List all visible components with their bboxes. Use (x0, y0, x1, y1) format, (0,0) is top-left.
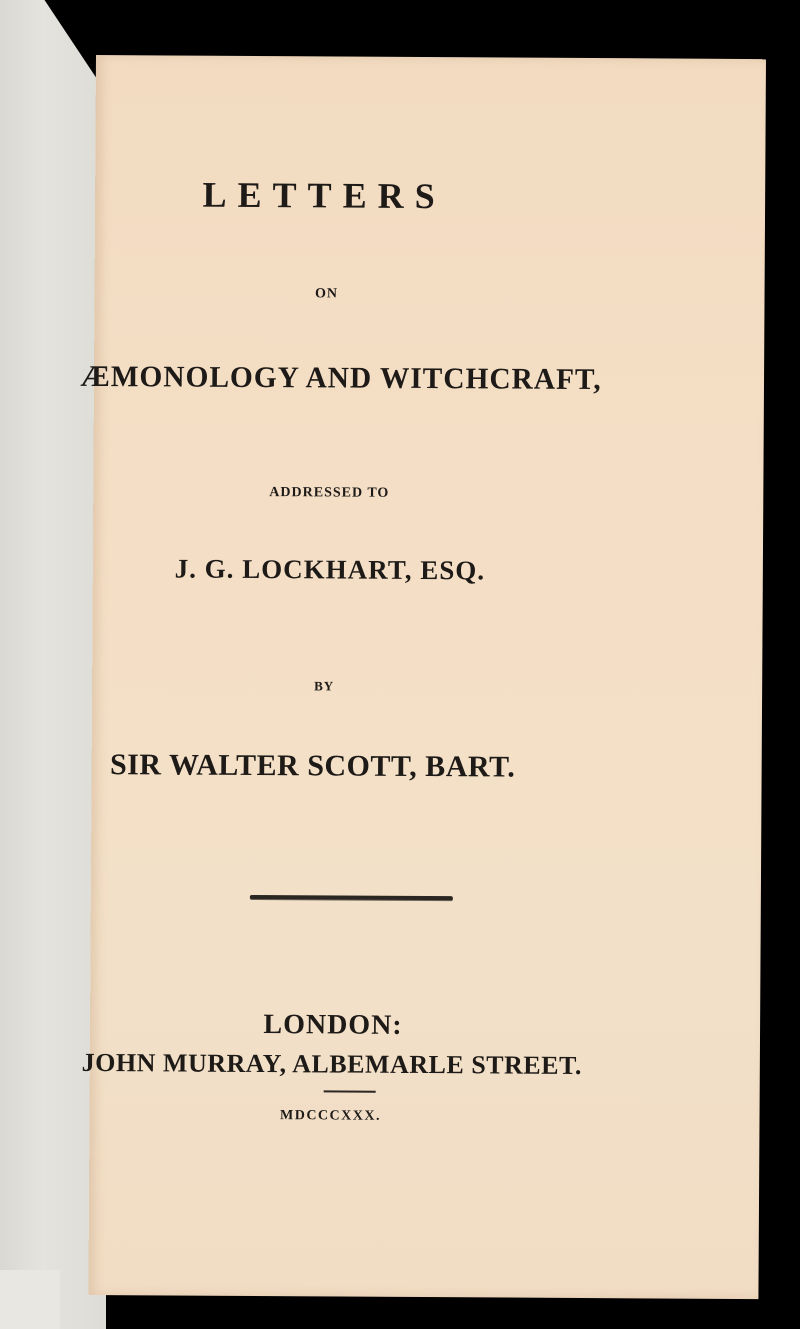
imprint-publisher: JOHN MURRAY, ALBEMARLE STREET. (81, 1047, 583, 1080)
author-name: SIR WALTER SCOTT, BART. (109, 748, 516, 784)
decorative-rule (250, 895, 453, 900)
preposition-on: ON (314, 286, 339, 302)
flyleaf-corner (0, 1270, 60, 1329)
imprint-year: MDCCCXXX. (279, 1108, 382, 1124)
book-title: LETTERS (202, 174, 446, 217)
recipient-name: J. G. LOCKHART, ESQ. (174, 553, 486, 586)
by-label: BY (314, 678, 335, 694)
imprint-city: LONDON: (263, 1009, 403, 1041)
book-subject: ÆMONOLOGY AND WITCHCRAFT, (80, 359, 602, 397)
addressed-to-label: ADDRESSED TO (269, 485, 390, 501)
small-divider-rule (324, 1090, 376, 1092)
title-page (80, 55, 766, 1299)
